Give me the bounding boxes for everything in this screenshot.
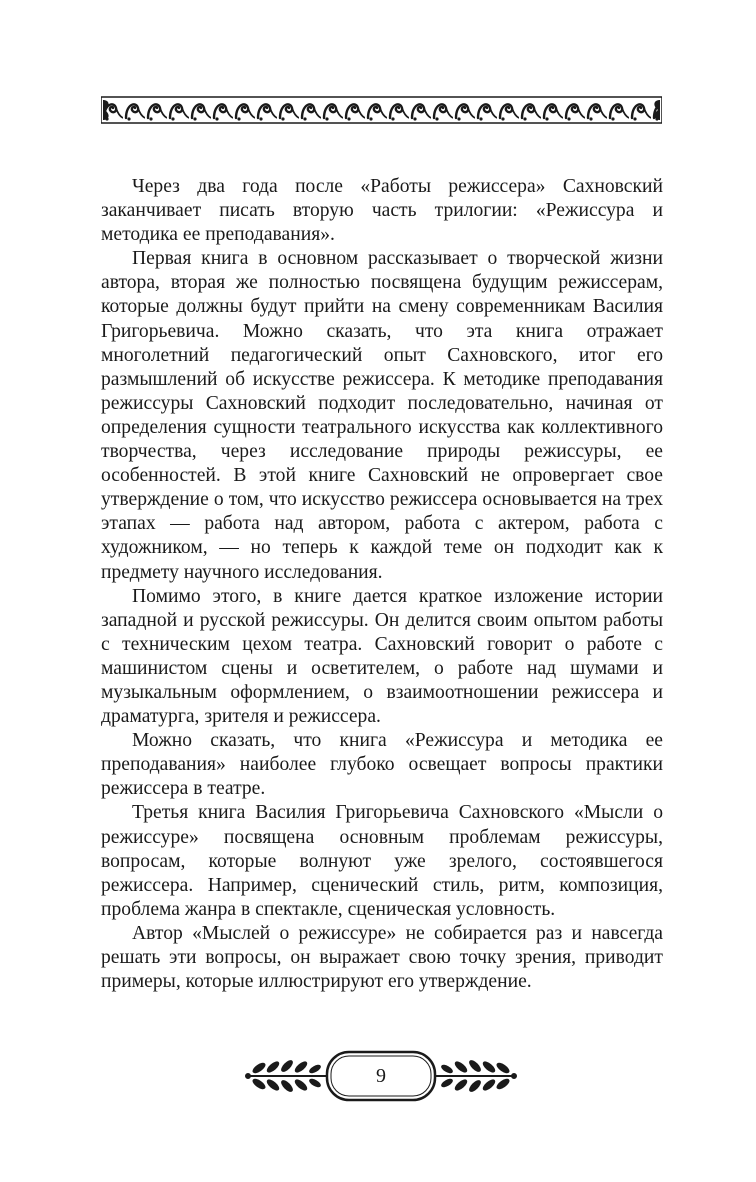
body-text	[101, 175, 663, 994]
page-number: 9	[376, 1065, 386, 1087]
paragraph: Автор «Мыслей о режиссуре» не собирается раз и навсегда решать эти вопросы, он выражает свою точку зрения, приводит примеры, которые иллюстрируют его утверждение.	[101, 922, 663, 993]
paragraph: Первая книга в основном рассказывает о творческой жизни автора, вторая же полностью посвящена будущим режиссерам, которые должны будут прийти на смену современникам Василия Григорьевича. Можно сказать, что эта книга отражает многолетний педагогический опыт Сахновского, итог его размышлений об искусстве режиссера. К методике преподавания режиссуры Сахновский подходит последовательно, начиная от определения сущности театрального искусства как коллективного творчества, через исследование природы режиссуры, ее особенностей. В этой книге Сахновский не опровергает свое утверждение о том, что искусство режиссера основывается на трех этапах — работа над автором, работа с актером, работа с художником, — но теперь к каждой теме он подходит как к предмету научного исследования.	[101, 248, 663, 583]
paragraph: Через два года после «Работы режиссера» Сахновский заканчивает писать вторую часть трилогии: «Режиссура и методика ее преподавания».	[101, 176, 663, 246]
paragraph: Третья книга Василия Григорьевича Сахновского «Мысли о режиссуре» посвящена основным проблемам режиссуры, вопросам, которые волнуют уже зрелого, состоявшегося режиссера. Например, сценический стиль, ритм, композиция, проблема жанра в спектакле, сценическая условность.	[101, 802, 663, 920]
paragraph: Помимо этого, в книге дается краткое изложение истории западной и русской режиссуры. Он делится своим опытом работы с техническим цехом театра. Сахновский говорит о работе с машинистом сцены и осветителем, о работе над шумами и музыкальным оформлением, о взаимоотношении режиссера и драматурга, зрителя и режиссера.	[101, 585, 663, 728]
paragraph: Можно сказать, что книга «Режиссура и методика ее преподавания» наиболее глубоко освещает вопросы практики режиссера в театре.	[101, 730, 663, 800]
header-ornament	[101, 95, 662, 125]
page-footer	[243, 1042, 519, 1110]
